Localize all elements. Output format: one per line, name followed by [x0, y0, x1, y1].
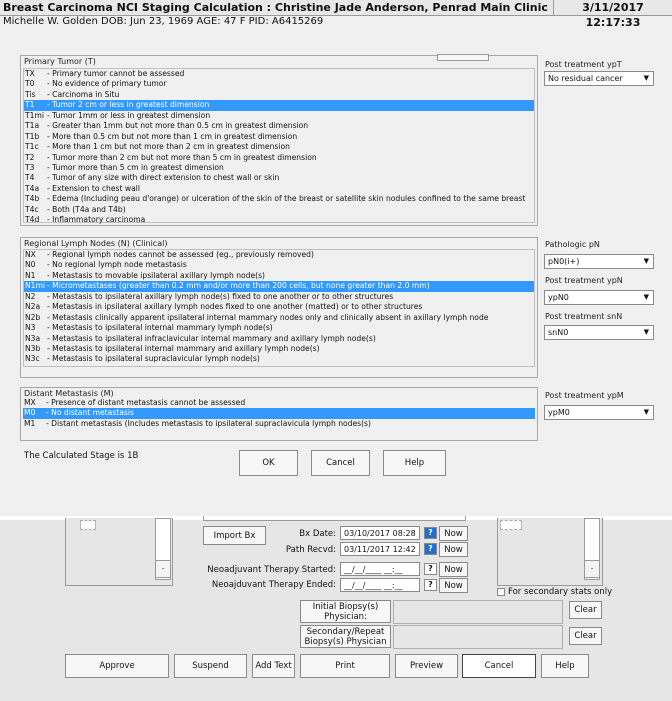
item-text: - Metastasis to ipsilateral supraclavicular lymph node(s) [47, 354, 260, 364]
path-recvd-now-button[interactable]: Now [439, 542, 468, 557]
pn-value: pN0(i+) [548, 257, 580, 266]
list-item[interactable] [23, 398, 535, 408]
neo-started-help-icon[interactable]: ? [424, 563, 437, 575]
regional-nodes-group [20, 237, 538, 378]
bx-date-label: Bx Date: [299, 529, 336, 539]
neo-ended-label: Neoajduvant Therapy Ended: [211, 580, 336, 590]
secondary-clear-button[interactable]: Clear [569, 627, 602, 645]
bx-date-help-icon[interactable]: ? [424, 527, 437, 539]
initial-clear-button[interactable]: Clear [569, 601, 602, 619]
suspend-button[interactable]: Suspend [174, 654, 247, 678]
item-text: - Tumor 1mm or less in greatest dimension [47, 110, 211, 120]
ypn-value: ypN0 [548, 293, 569, 302]
notes-field[interactable] [203, 516, 466, 521]
item-text: - Metastasis to movable ipsilateral axillary lymph node(s) [47, 270, 266, 280]
list-item[interactable] [24, 173, 534, 183]
chevron-down-icon: ▼ [643, 328, 649, 336]
neo-started-field[interactable]: __/__/____ __:__ [340, 562, 420, 576]
item-code: TX [25, 69, 35, 78]
distant-metastasis-title: Distant Metastasis (M) [24, 389, 114, 398]
secondary-stats-checkbox[interactable] [497, 588, 505, 596]
window-title: Breast Carcinoma NCI Staging Calculation : Christine Jade Anderson, Penrad Main Clinic [3, 1, 548, 14]
item-code: N3c [25, 354, 40, 364]
item-code: N1mi [25, 281, 46, 291]
item-text: - Metastasis to ipsilateral internal mammary and axillary lymph node(s) [47, 343, 320, 353]
item-code: N2a [25, 302, 41, 312]
list-item[interactable] [24, 100, 534, 110]
list-item[interactable] [24, 313, 534, 323]
item-text: - Both (T4a and T4b) [47, 204, 126, 214]
initial-biopsy-physician-button[interactable]: Initial Biopsy(s) Physician: [300, 600, 391, 623]
path-recvd-label: Path Recvd: [285, 545, 336, 555]
item-code: T4c [25, 204, 39, 214]
distant-metastasis-list[interactable] [23, 398, 535, 430]
calculated-stage: The Calculated Stage is 1B [24, 451, 139, 461]
pn-label: Pathologic pN [545, 240, 600, 249]
chevron-down-icon: ▼ [643, 74, 649, 82]
chevron-down-icon: ▼ [643, 408, 649, 416]
item-text: - Tumor 2 cm or less in greatest dimension [47, 100, 210, 110]
lower-panel [0, 520, 672, 701]
right-scroll-button[interactable]: - [584, 560, 600, 578]
primary-tumor-group [20, 55, 538, 226]
item-text: - Tumor more than 2 cm but not more than 5 cm in greatest dimension [47, 152, 317, 162]
neo-started-now-button[interactable]: Now [439, 562, 468, 577]
list-item[interactable] [24, 354, 534, 364]
item-code: T1c [25, 142, 39, 152]
list-item[interactable] [24, 79, 534, 89]
item-code: NX [25, 250, 36, 259]
primary-tumor-list[interactable] [23, 68, 535, 223]
list-item[interactable] [24, 163, 534, 173]
list-item[interactable] [24, 194, 534, 204]
neo-ended-field[interactable]: __/__/____ __:__ [340, 578, 420, 592]
list-item[interactable] [24, 323, 534, 333]
ypn-select[interactable] [544, 290, 654, 305]
bx-date-now-button[interactable]: Now [439, 526, 468, 541]
item-text: - Greater than 1mm but not more than 0.5 cm in greatest dimension [47, 121, 309, 131]
footer-cancel-button[interactable]: Cancel [462, 654, 536, 678]
item-code: MX [24, 398, 36, 407]
item-code: T4d [25, 215, 40, 225]
initial-biopsy-physician-field[interactable] [393, 600, 563, 624]
item-text: - Extension to chest wall [47, 183, 140, 193]
list-item[interactable] [24, 184, 534, 194]
item-text: - Presence of distant metastasis cannot be assessed [46, 398, 246, 407]
list-item[interactable] [24, 132, 534, 142]
item-text: - Micrometastases (greater than 0.2 mm and/or more than 200 cells, but none greater than 2.0 mm) [47, 281, 430, 291]
cancel-button[interactable]: Cancel [311, 450, 370, 476]
list-item[interactable] [24, 292, 534, 302]
ypt-value: No residual cancer [548, 74, 623, 83]
list-item[interactable] [24, 302, 534, 312]
scroll-handle[interactable] [437, 54, 489, 61]
chevron-down-icon: ▼ [643, 257, 649, 265]
secondary-biopsy-physician-button[interactable]: Secondary/Repeat Biopsy(s) Physician [300, 625, 391, 648]
thumbnail-placeholder [500, 520, 522, 530]
left-scroll-button[interactable]: - [155, 560, 171, 578]
list-item[interactable] [24, 281, 534, 291]
list-item[interactable] [24, 90, 534, 100]
list-item[interactable] [24, 121, 534, 131]
item-text: - Carcinoma in Situ [47, 89, 120, 99]
list-item[interactable] [24, 205, 534, 215]
pn-select[interactable] [544, 254, 654, 269]
thumbnail-placeholder [80, 520, 96, 530]
staging-dialog [0, 30, 672, 516]
item-code: N3a [25, 333, 41, 343]
item-code: T4 [25, 173, 35, 183]
neo-ended-help-icon[interactable]: ? [424, 579, 437, 591]
item-code: T4b [25, 194, 40, 204]
list-item[interactable] [24, 334, 534, 344]
item-code: T2 [25, 152, 35, 162]
list-item[interactable] [24, 215, 534, 225]
list-item[interactable] [24, 271, 534, 281]
ypm-label: Post treatment ypM [545, 391, 624, 400]
item-code: T1 [25, 100, 35, 110]
chevron-down-icon: ▼ [643, 293, 649, 301]
list-item[interactable] [24, 69, 534, 79]
item-text: - Primary tumor cannot be assessed [47, 69, 185, 78]
list-item[interactable] [24, 250, 534, 260]
import-bx-button[interactable]: Import Bx [203, 526, 266, 545]
list-item[interactable] [24, 142, 534, 152]
distant-metastasis-group [20, 387, 538, 441]
path-recvd-field[interactable]: 03/11/2017 12:42 [340, 542, 420, 556]
item-code: M0 [24, 408, 36, 418]
item-text: - No evidence of primary tumor [47, 79, 167, 89]
item-text: - More than 1 cm but not more than 2 cm in greatest dimension [47, 142, 290, 152]
item-text: - More than 0.5 cm but not more than 1 cm in greatest dimension [47, 131, 298, 141]
print-button[interactable]: Print [300, 654, 390, 678]
list-item[interactable] [24, 344, 534, 354]
item-text: - No distant metastasis [46, 408, 134, 418]
item-text: - Metastasis clinically apparent ipsilateral internal mammary nodes only and clinically absent in axillary lymph node [47, 312, 489, 322]
primary-tumor-title: Primary Tumor (T) [24, 57, 96, 66]
item-text: - Metastasis to ipsilateral internal mammary lymph node(s) [47, 323, 273, 333]
neo-ended-now-button[interactable]: Now [439, 578, 468, 593]
snn-select[interactable] [544, 325, 654, 340]
path-recvd-help-icon[interactable]: ? [424, 543, 437, 555]
item-text: - Tumor of any size with direct extension to chest wall or skin [47, 173, 280, 183]
item-text: - Metastasis in ipsilateral axillary lymph nodes fixed to one another (matted) or to other structures [47, 302, 423, 312]
ypt-select[interactable] [544, 71, 654, 86]
item-text: - Distant metastasis (Includes metastasis to ipsilateral supraclavicula lymph nodes(s) [46, 418, 371, 428]
footer-help-button[interactable]: Help [541, 654, 589, 678]
list-item[interactable] [23, 408, 535, 418]
ypt-label: Post treatment ypT [545, 60, 622, 69]
ypm-select[interactable] [544, 405, 654, 420]
item-code: N0 [25, 260, 36, 270]
item-code: M1 [24, 418, 36, 428]
patient-info: Michelle W. Golden DOB: Jun 23, 1969 AGE: 47 F PID: A6415269 [3, 16, 324, 27]
item-code: Tis [25, 89, 36, 99]
item-text: - Metastasis to ipsilateral axillary lymph node(s) fixed to one another or to other structures [47, 291, 394, 301]
neo-started-label: Neoadjuvant Therapy Started: [207, 565, 336, 575]
regional-nodes-title: Regional Lymph Nodes (N) (Clinical) [24, 239, 168, 248]
list-item[interactable] [24, 260, 534, 270]
item-code: T1a [25, 121, 40, 131]
ypm-value: ypM0 [548, 408, 570, 417]
item-text: - Inflammatory carcinoma [47, 215, 146, 225]
ok-button[interactable]: OK [239, 450, 298, 476]
secondary-biopsy-physician-field[interactable] [393, 625, 563, 649]
window-datetime: 3/11/2017 12:17:33 [553, 0, 672, 16]
bx-date-field[interactable]: 03/10/2017 08:28 [340, 526, 420, 540]
preview-button[interactable]: Preview [395, 654, 458, 678]
add-text-button[interactable]: Add Text [252, 654, 295, 678]
help-button[interactable]: Help [383, 450, 446, 476]
snn-label: Post treatment snN [545, 312, 623, 321]
item-text: - Tumor more than 5 cm in greatest dimension [47, 162, 224, 172]
approve-button[interactable]: Approve [65, 654, 169, 678]
item-code: N3 [25, 323, 36, 333]
item-code: N2 [25, 291, 36, 301]
item-text: - Edema (Including peau d'orange) or ulceration of the skin of the breast or satellite skin nodules confined to the same breast [47, 194, 526, 204]
item-code: N3b [25, 343, 41, 353]
item-code: N1 [25, 270, 36, 280]
item-text: - No regional lymph node metastasis [47, 260, 187, 270]
item-code: T3 [25, 162, 35, 172]
item-code: T1mi [25, 110, 44, 120]
item-code: N2b [25, 312, 41, 322]
item-code: T1b [25, 131, 40, 141]
regional-nodes-list[interactable] [23, 249, 535, 367]
item-code: T4a [25, 183, 40, 193]
ypn-label: Post treatment ypN [545, 276, 623, 285]
list-item[interactable] [24, 153, 534, 163]
item-text: - Regional lymph nodes cannot be assessed (eg., previously removed) [47, 250, 314, 259]
item-text: - Metastasis to ipsilateral infraclavicular internal mammary and axillary lymph node(s) [47, 333, 376, 343]
secondary-stats-label: For secondary stats only [508, 587, 613, 597]
item-code: T0 [25, 79, 35, 89]
list-item[interactable] [24, 111, 534, 121]
snn-value: snN0 [548, 328, 569, 337]
list-item[interactable] [23, 419, 535, 429]
